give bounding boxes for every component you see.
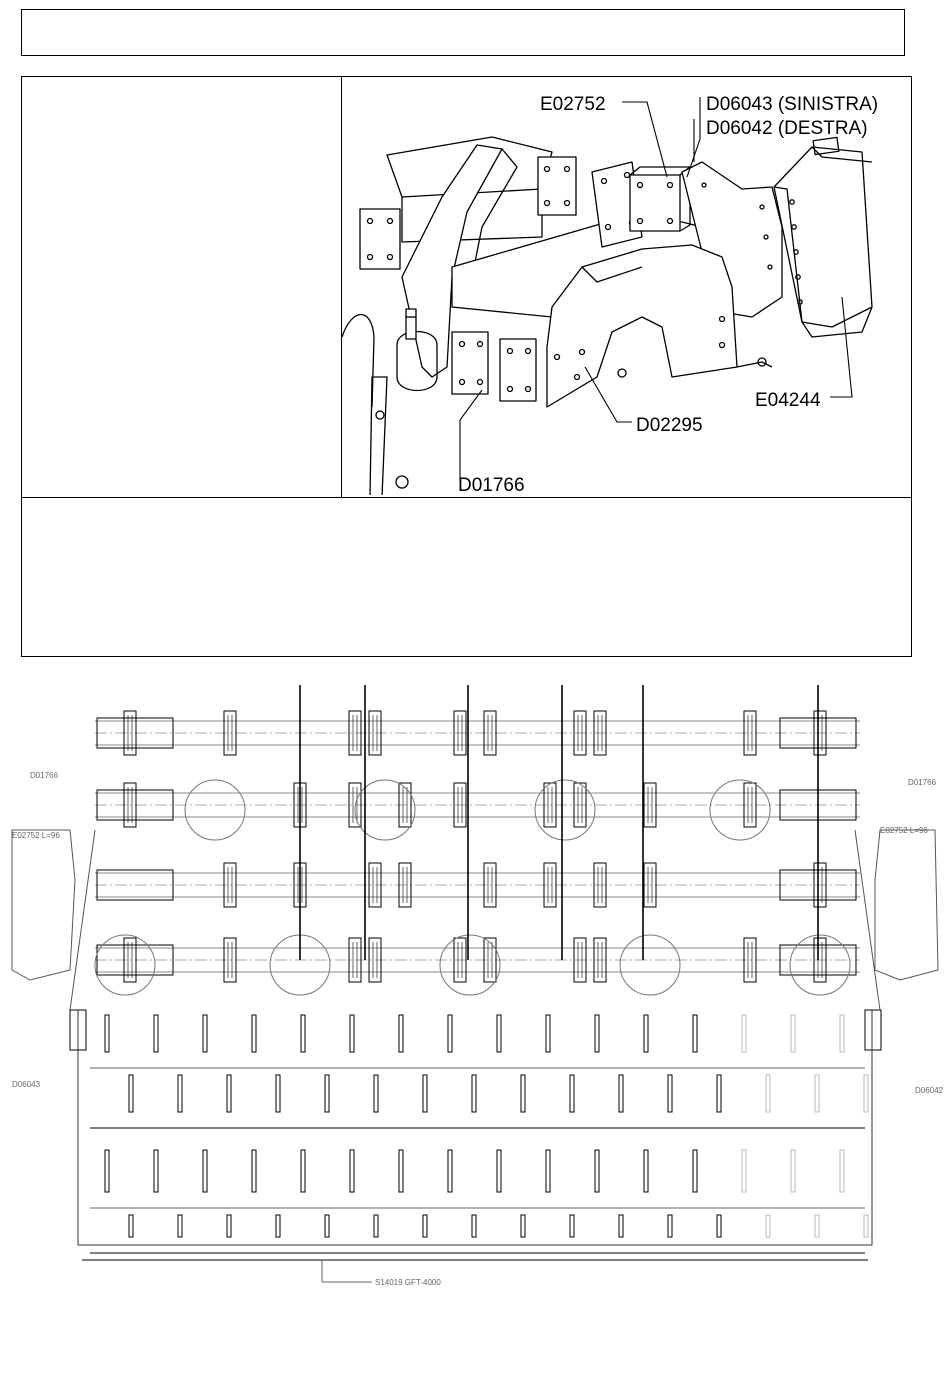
rotor-circle [185,780,245,840]
plan-label-e02752-right: E02752 L=96 [880,826,928,835]
isometric-assembly-view [342,77,910,495]
tine [203,1015,207,1052]
tine [423,1215,427,1237]
tine [840,1150,844,1192]
tine [105,1150,109,1192]
side-frame-right [875,830,938,980]
rotor-circle [355,780,415,840]
tine [178,1215,182,1237]
tine [203,1150,207,1192]
tine [815,1075,819,1112]
tine [129,1215,133,1237]
tine [619,1215,623,1237]
tine [668,1075,672,1112]
tine [570,1215,574,1237]
tine [766,1215,770,1237]
description-cell [22,77,342,497]
callout-e02752: E02752 [540,94,606,115]
tine [742,1150,746,1192]
tine [178,1075,182,1112]
tine [668,1215,672,1237]
tine [399,1150,403,1192]
rotor-circle [620,935,680,995]
tine [766,1075,770,1112]
tine [129,1075,133,1112]
tine [154,1015,158,1052]
tine [693,1015,697,1052]
plan-label-d01766-left: D01766 [30,771,59,780]
tine [276,1215,280,1237]
title-box [21,9,905,56]
tine [252,1150,256,1192]
tine [497,1150,501,1192]
tine [252,1015,256,1052]
tine [644,1150,648,1192]
tine [546,1150,550,1192]
side-frame-left [12,830,75,980]
tine [472,1215,476,1237]
rotor-circle [95,935,155,995]
notes-cell [22,497,911,656]
tine [815,1215,819,1237]
tine [570,1075,574,1112]
plan-view-drawing [0,670,950,1290]
tine [791,1015,795,1052]
tine [644,1015,648,1052]
tine [423,1075,427,1112]
tine [497,1015,501,1052]
tine [301,1150,305,1192]
rotor-circle [710,780,770,840]
tine [374,1215,378,1237]
callout-d06042: D06042 (DESTRA) [706,118,868,139]
side-member [855,830,880,1010]
plan-label-e02752-left: E02752 L=96 [12,831,60,840]
tine [521,1215,525,1237]
tine [595,1015,599,1052]
tine [227,1215,231,1237]
tine [448,1015,452,1052]
rotor-circle [790,935,850,995]
tine [399,1015,403,1052]
tine [693,1150,697,1192]
tine [325,1215,329,1237]
tine [742,1015,746,1052]
tine [350,1150,354,1192]
tine [105,1015,109,1052]
tine [154,1150,158,1192]
callout-e04244: E04244 [755,390,821,411]
tine [521,1075,525,1112]
tine [717,1215,721,1237]
tine [864,1215,868,1237]
tine [546,1015,550,1052]
plan-label-d01766-right: D01766 [908,778,937,787]
callout-d01766: D01766 [458,475,525,495]
plan-label-s14019: S14019 GFT-4000 [375,1278,441,1287]
tine [448,1150,452,1192]
tine [864,1075,868,1112]
tine [717,1075,721,1112]
tine [325,1075,329,1112]
tine [472,1075,476,1112]
plan-label-d06043: D06043 [12,1080,41,1089]
tine [619,1075,623,1112]
tine [374,1075,378,1112]
tine [276,1075,280,1112]
tine [350,1015,354,1052]
tine [301,1015,305,1052]
tine [791,1150,795,1192]
side-member [70,830,95,1010]
callout-d06043: D06043 (SINISTRA) [706,94,879,115]
callout-d02295: D02295 [636,415,703,436]
tine [840,1015,844,1052]
tine [595,1150,599,1192]
tine [227,1075,231,1112]
plan-label-d06042: D06042 [915,1086,944,1095]
rotor-circle [440,935,500,995]
frame-block-right [865,1010,881,1050]
